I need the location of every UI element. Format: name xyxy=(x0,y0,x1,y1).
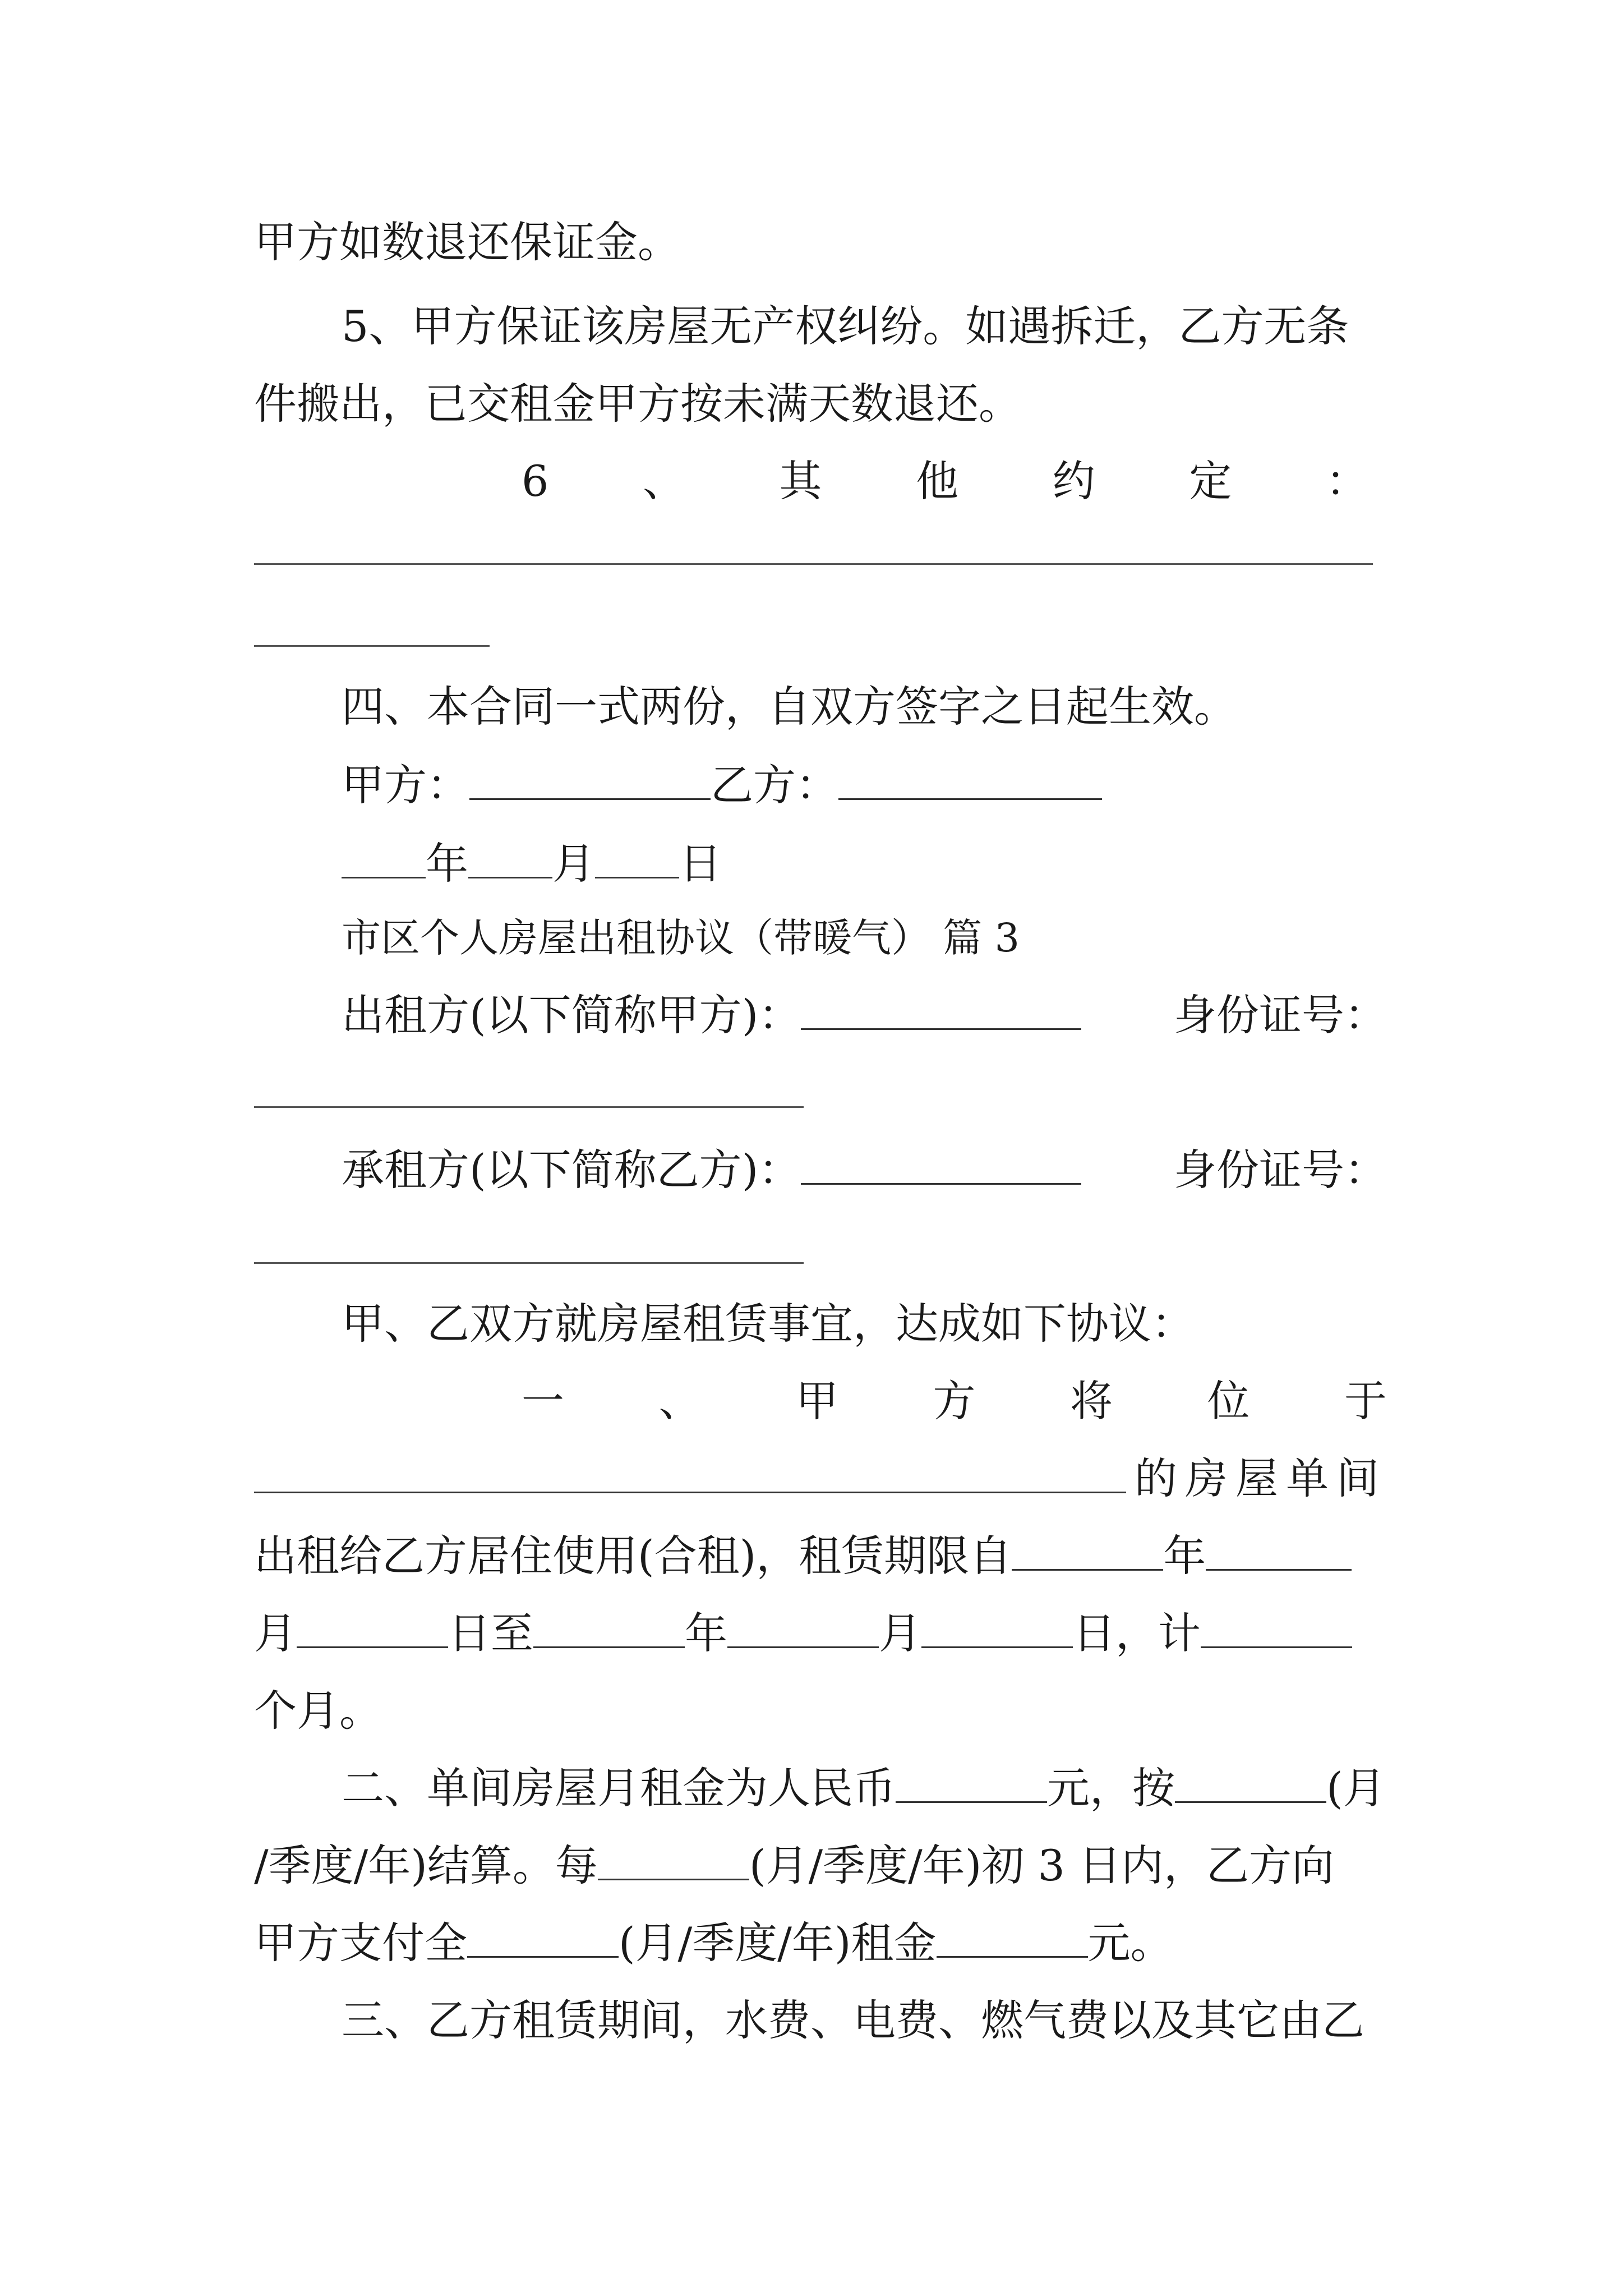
lessor-id-label: 身份证号： xyxy=(1174,990,1387,1040)
rent-amount-blank xyxy=(896,1764,1047,1803)
day-label: 日 xyxy=(679,839,722,889)
party-a-blank xyxy=(469,761,711,800)
settlement-period-blank xyxy=(1175,1764,1326,1803)
clause-2-text: 甲方支付全 xyxy=(254,1918,467,1968)
clause-2-text: 元，按 xyxy=(1047,1763,1175,1813)
day-blank xyxy=(595,840,679,878)
lessor-name-blank xyxy=(801,991,1081,1030)
clause-2-text: (月 xyxy=(1326,1763,1386,1813)
end-month-blank xyxy=(727,1609,879,1648)
clause-1-line-5: 个月。 xyxy=(254,1686,382,1736)
clause-6-char: 6 xyxy=(522,456,549,506)
clause-6-heading xyxy=(522,453,1368,509)
month-label: 月 xyxy=(552,839,595,889)
blank-rule xyxy=(254,645,490,647)
clause-1-char: 方 xyxy=(933,1376,976,1426)
lessor-id-blank xyxy=(254,1106,804,1108)
clause-2-line-1 xyxy=(342,1760,1387,1816)
month-blank xyxy=(468,840,552,878)
clause-1-text: 出租给乙方居住使用(合租)，租赁期限自 xyxy=(254,1531,1012,1581)
clause-1-line-3 xyxy=(254,1528,1387,1584)
clause-2-text: (月/季度/年)初 3 日内，乙方向 xyxy=(749,1841,1335,1890)
lessee-id-blank xyxy=(254,1262,804,1264)
lessor-label: 出租方(以下简称甲方)： xyxy=(342,990,801,1040)
year-label: 年 xyxy=(426,839,468,889)
clause-1-line-4 xyxy=(254,1605,1387,1662)
payment-unit-blank xyxy=(467,1919,619,1958)
months-blank xyxy=(1201,1609,1352,1648)
intro-text: 甲、乙双方就房屋租赁事宜，达成如下协议： xyxy=(342,1299,1194,1349)
clause-2-text: /季度/年)结算。每 xyxy=(254,1841,598,1890)
clause-6-char: ： xyxy=(1325,456,1368,506)
clause-5-line-1 xyxy=(342,298,1387,355)
clause-6-char: 定 xyxy=(1189,456,1232,506)
clause-2-text: (月/季度/年)租金 xyxy=(619,1918,937,1968)
end-year-blank xyxy=(533,1609,685,1648)
clause-6-char: 他 xyxy=(916,456,959,506)
payment-period-blank xyxy=(598,1842,749,1880)
clause-1-line-2 xyxy=(254,1451,1387,1507)
start-month-blank xyxy=(1206,1532,1352,1571)
clause-1-char: 一 xyxy=(522,1376,564,1426)
lessee-line xyxy=(342,1142,1387,1198)
payment-amount-blank xyxy=(937,1919,1088,1958)
clause-1-char: 于 xyxy=(1344,1376,1387,1426)
clause-1-char: 、 xyxy=(658,1376,702,1426)
clause-2-line-3 xyxy=(254,1915,1387,1971)
signature-line xyxy=(342,757,1387,813)
lessor-line xyxy=(342,987,1387,1043)
clause-4-text: 四、本合同一式两份，自双方签字之日起生效。 xyxy=(342,682,1237,731)
clause-5-line-2: 件搬出，已交租金甲方按未满天数退还。 xyxy=(254,379,1021,429)
paragraph-line: 甲方如数退还保证金。 xyxy=(254,217,680,267)
clause-2-line-2 xyxy=(254,1838,1387,1894)
date-line xyxy=(342,836,1387,892)
lessee-id-label: 身份证号： xyxy=(1174,1145,1387,1195)
year-blank xyxy=(342,840,426,878)
clause-3-line-1: 三、乙方租赁期间，水费、电费、燃气费以及其它由乙 xyxy=(342,1995,1364,2045)
party-b-label: 乙方： xyxy=(711,760,838,810)
month-label: 月 xyxy=(254,1608,297,1658)
blank-rule xyxy=(254,563,1373,565)
end-day-blank xyxy=(921,1609,1073,1648)
clause-6-char: 其 xyxy=(779,456,822,506)
section-title: 市区个人房屋出租协议（带暖气） 篇 3 xyxy=(342,915,1020,961)
lessee-label: 承租方(以下简称乙方)： xyxy=(342,1145,801,1195)
address-blank xyxy=(254,1455,1126,1493)
lessee-name-blank xyxy=(801,1146,1081,1185)
clause-6-char: 约 xyxy=(1052,456,1095,506)
month-label: 月 xyxy=(879,1608,921,1658)
day-label: 日至 xyxy=(448,1608,533,1658)
clause-2-text: 元。 xyxy=(1087,1918,1173,1968)
year-label: 年 xyxy=(685,1608,727,1658)
clause-6-char: 、 xyxy=(642,456,685,506)
clause-1-heading xyxy=(522,1373,1387,1429)
day-label: 日，计 xyxy=(1073,1608,1201,1658)
clause-1-char: 位 xyxy=(1207,1376,1250,1426)
party-a-label: 甲方： xyxy=(342,760,469,810)
year-label: 年 xyxy=(1163,1531,1206,1581)
start-year-blank xyxy=(1012,1532,1163,1571)
clause-1-text: 的房屋单间 xyxy=(1135,1453,1387,1503)
clause-1-char: 将 xyxy=(1070,1376,1113,1426)
start-day-blank xyxy=(297,1609,448,1648)
party-b-blank xyxy=(838,761,1102,800)
clause-5-text: 5、甲方保证该房屋无产权纠纷。如遇拆迁，乙方无条 xyxy=(342,301,1349,351)
clause-2-text: 二、单间房屋月租金为人民币 xyxy=(342,1763,896,1813)
clause-1-char: 甲 xyxy=(796,1376,838,1426)
